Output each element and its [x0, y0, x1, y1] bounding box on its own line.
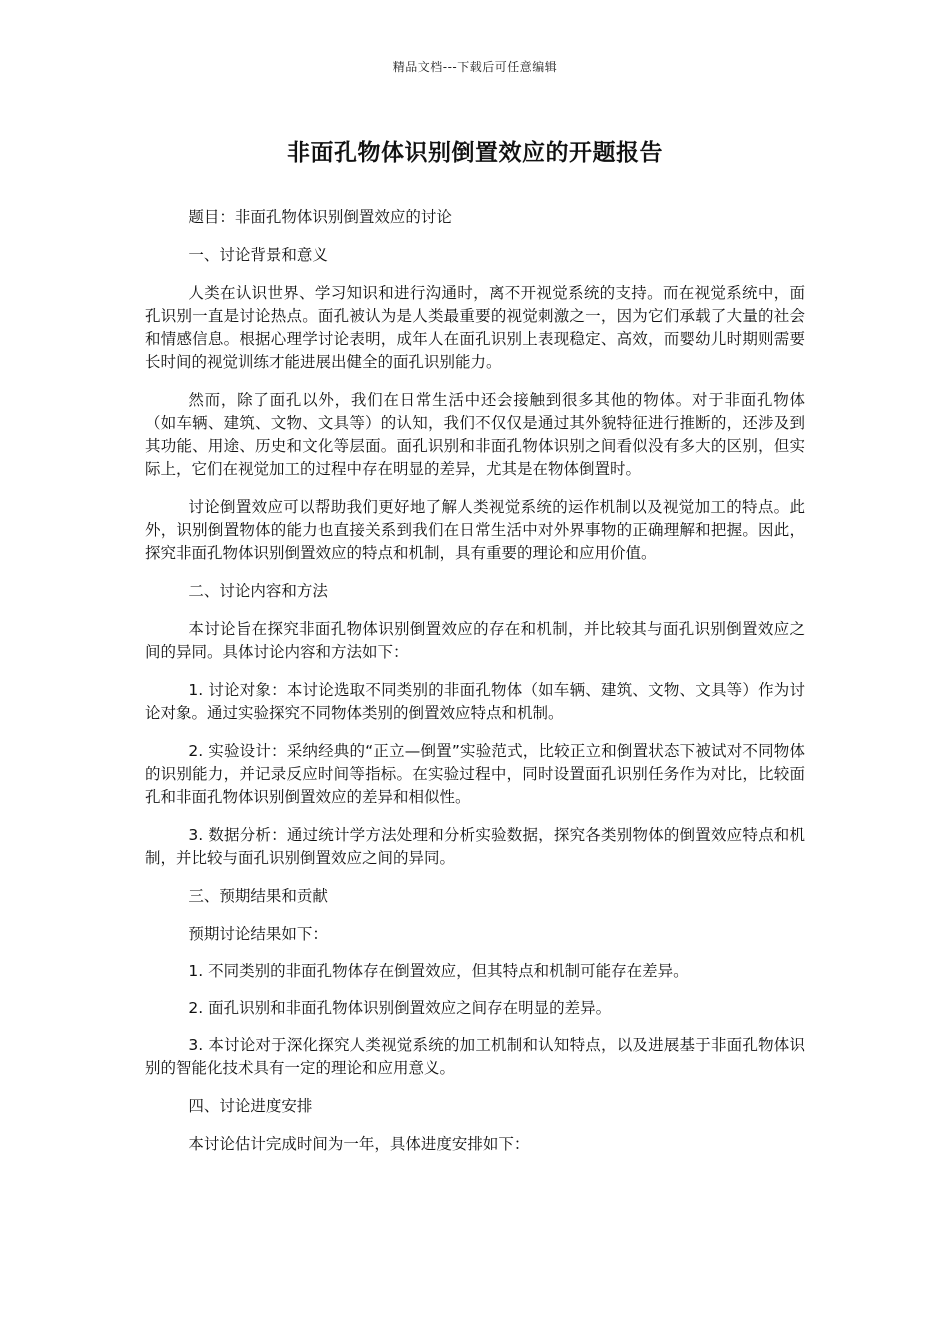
methods-item-3: 3. 数据分析：通过统计学方法处理和分析实验数据，探究各类别物体的倒置效应特点和机制，并比较与面孔识别倒置效应之间的异同。	[145, 826, 805, 867]
page-header-note: 精品文档---下载后可任意编辑	[392, 60, 558, 74]
background-paragraph-3: 讨论倒置效应可以帮助我们更好地了解人类视觉系统的运作机制以及视觉加工的特点。此外，识别倒置物体的能力也直接关系到我们在日常生活中对外界事物的正确理解和把握。因此，探究非面孔物体识别倒置效应的特点和机制，具有重要的理论和应用价值。	[145, 498, 805, 562]
results-item-2: 2. 面孔识别和非面孔物体识别倒置效应之间存在明显的差异。	[188, 999, 612, 1017]
methods-intro-paragraph: 本讨论旨在探究非面孔物体识别倒置效应的存在和机制，并比较其与面孔识别倒置效应之间的异同。具体讨论内容和方法如下：	[145, 620, 805, 661]
results-item-3: 3. 本讨论对于深化探究人类视觉系统的加工机制和认知特点，以及进展基于非面孔物体识别的智能化技术具有一定的理论和应用意义。	[145, 1036, 805, 1077]
document-body	[145, 206, 805, 1171]
results-intro-paragraph: 预期讨论结果如下：	[188, 925, 328, 943]
document-title: 非面孔物体识别倒置效应的开题报告	[287, 140, 663, 166]
section-heading-schedule: 四、讨论进度安排	[188, 1097, 313, 1115]
section-heading-methods: 二、讨论内容和方法	[188, 582, 328, 600]
background-paragraph-1: 人类在认识世界、学习知识和进行沟通时，离不开视觉系统的支持。而在视觉系统中，面孔识别一直是讨论热点。面孔被认为是人类最重要的视觉刺激之一，因为它们承载了大量的社会和情感信息。根据心理学讨论表明，成年人在面孔识别上表现稳定、高效，而婴幼儿时期则需要长时间的视觉训练才能进展出健全的面孔识别能力。	[145, 284, 805, 371]
methods-item-2: 2. 实验设计：采纳经典的“正立—倒置”实验范式，比较正立和倒置状态下被试对不同物体的识别能力，并记录反应时间等指标。在实验过程中，同时设置面孔识别任务作为对比，比较面孔和非面孔物体识别倒置效应的差异和相似性。	[145, 742, 805, 806]
results-item-1: 1. 不同类别的非面孔物体存在倒置效应，但其特点和机制可能存在差异。	[188, 962, 689, 980]
section-heading-results: 三、预期结果和贡献	[188, 887, 328, 905]
background-paragraph-2: 然而，除了面孔以外，我们在日常生活中还会接触到很多其他的物体。对于非面孔物体（如车辆、建筑、文物、文具等）的认知，我们不仅仅是通过其外貌特征进行推断的，还涉及到其功能、用途、历史和文化等层面。面孔识别和非面孔物体识别之间看似没有多大的区别，但实际上，它们在视觉加工的过程中存在明显的差异，尤其是在物体倒置时。	[145, 391, 805, 478]
topic-line: 题目：非面孔物体识别倒置效应的讨论	[188, 208, 452, 226]
methods-item-1: 1. 讨论对象：本讨论选取不同类别的非面孔物体（如车辆、建筑、文物、文具等）作为讨论对象。通过实验探究不同物体类别的倒置效应特点和机制。	[145, 681, 805, 722]
section-heading-background: 一、讨论背景和意义	[188, 246, 328, 264]
schedule-intro-paragraph: 本讨论估计完成时间为一年，具体进度安排如下：	[188, 1135, 530, 1153]
